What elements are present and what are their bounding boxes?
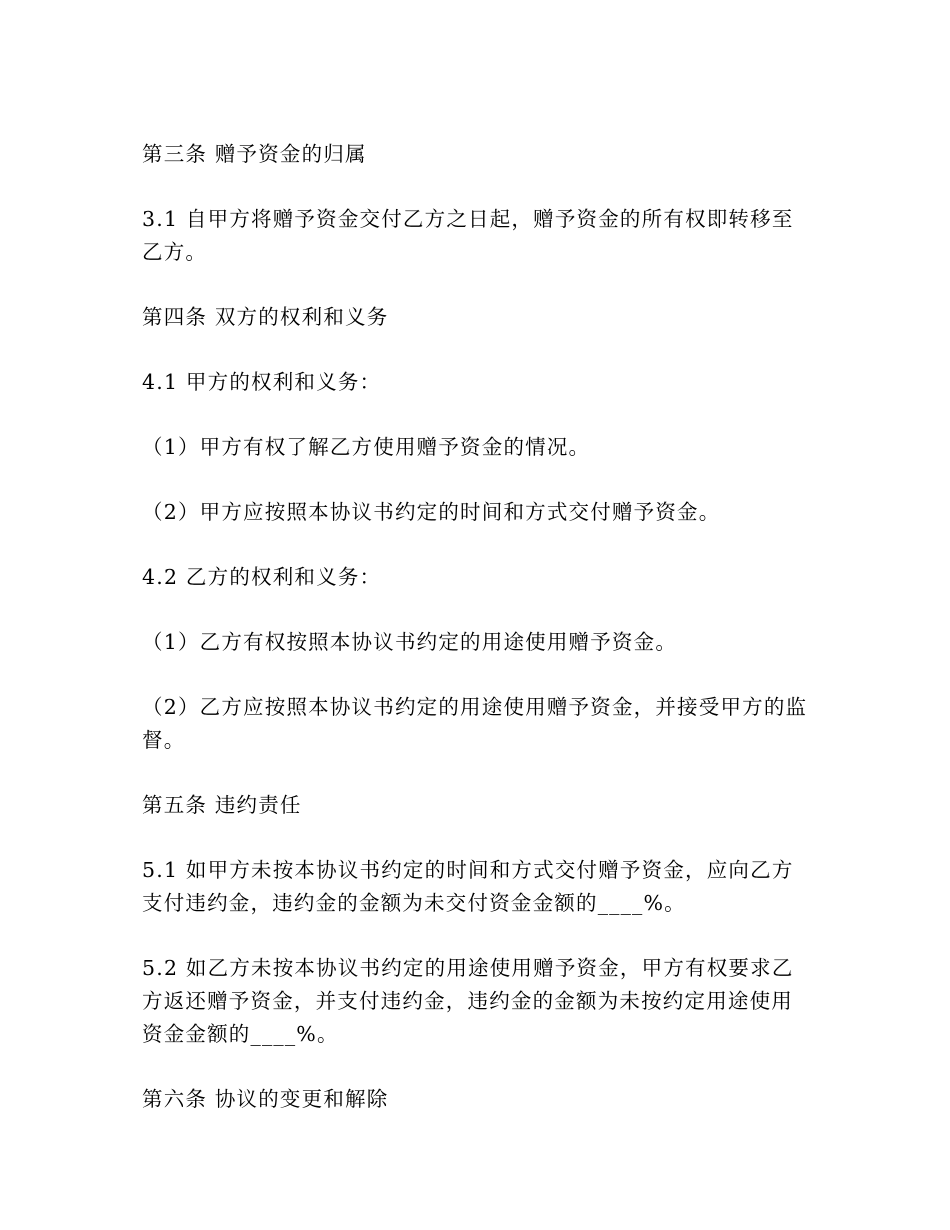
text-line: 方返还赠予资金，并支付违约金，违约金的金额为未按约定用途使用: [142, 989, 793, 1013]
text-line: 5.1 如甲方未按本协议书约定的时间和方式交付赠予资金，应向乙方: [142, 858, 794, 882]
text-line: （1）乙方有权按照本协议书约定的用途使用赠予资金。: [142, 630, 678, 654]
clause-5-2: [142, 952, 812, 1051]
clause-4-1: [142, 366, 812, 399]
clause-4-2: [142, 561, 812, 594]
clause-4-2-item-2: [142, 691, 812, 757]
article-4-heading: [142, 301, 812, 334]
text-line: 支付违约金，违约金的金额为未交付资金金额的____%。: [142, 891, 686, 915]
clause-4-1-item-2: [142, 496, 812, 529]
text-line: （2）甲方应按照本协议书约定的时间和方式交付赠予资金。: [142, 500, 721, 524]
text-line: （1）甲方有权了解乙方使用赠予资金的情况。: [142, 435, 591, 459]
article-5-heading: [142, 789, 812, 822]
clause-5-1: [142, 854, 812, 920]
text-line: 3.1 自甲方将赠予资金交付乙方之日起，赠予资金的所有权即转移至: [142, 207, 794, 231]
clause-4-1-item-1: [142, 431, 812, 464]
text-line: 资金金额的____%。: [142, 1022, 339, 1046]
text-line: 4.1 甲方的权利和义务：: [142, 370, 382, 394]
text-line: 第四条 双方的权利和义务: [142, 305, 389, 329]
text-line: 第三条 赠予资金的归属: [142, 142, 367, 166]
text-line: 第五条 违约责任: [142, 793, 302, 817]
text-line: （2）乙方应按照本协议书约定的用途使用赠予资金，并接受甲方的监: [142, 695, 808, 719]
article-6-heading: [142, 1083, 812, 1116]
text-line: 4.2 乙方的权利和义务：: [142, 565, 382, 589]
text-line: 第六条 协议的变更和解除: [142, 1087, 389, 1111]
document-body: [142, 138, 812, 1116]
clause-3-1: [142, 203, 812, 269]
text-line: 督。: [142, 728, 186, 752]
text-line: 5.2 如乙方未按本协议书约定的用途使用赠予资金，甲方有权要求乙: [142, 956, 794, 980]
clause-4-2-item-1: [142, 626, 812, 659]
article-3-heading: [142, 138, 812, 171]
text-line: 乙方。: [142, 240, 208, 264]
